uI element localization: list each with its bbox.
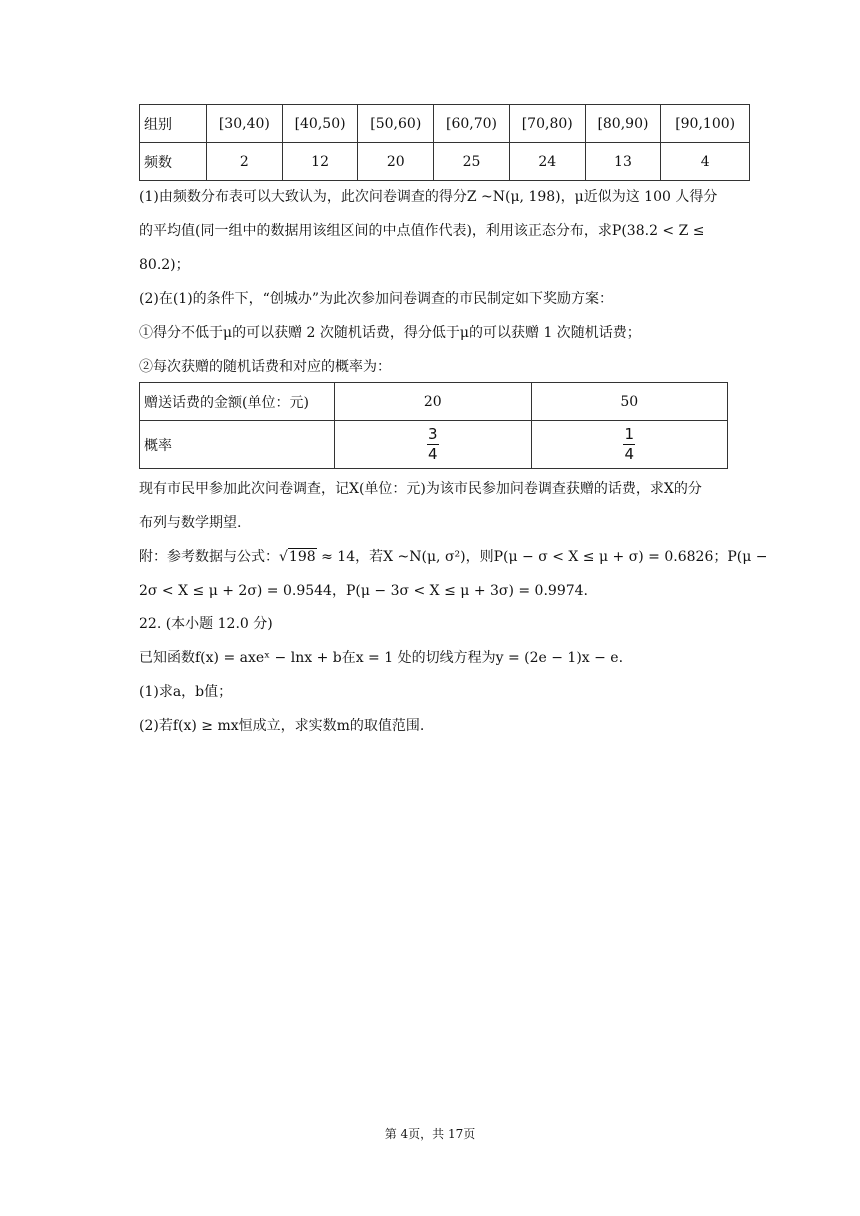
count-cell: 13 xyxy=(585,143,661,181)
interval-cell: [40,50) xyxy=(282,105,358,143)
count-cell: 2 xyxy=(207,143,283,181)
count-label: 频数 xyxy=(140,143,207,181)
count-cell: 12 xyxy=(282,143,358,181)
paragraph-line: 布列与数学期望. xyxy=(139,515,242,531)
table-row xyxy=(140,383,728,421)
prize-table xyxy=(139,382,728,469)
table-row xyxy=(140,105,750,143)
denominator: 4 xyxy=(427,445,438,463)
paragraph-line: ②每次获赠的随机话费和对应的概率为： xyxy=(139,359,391,375)
interval-cell: [90,100) xyxy=(661,105,750,143)
amount-label: 赠送话费的金额(单位：元) xyxy=(140,383,335,421)
interval-cell: [80,90) xyxy=(585,105,661,143)
group-label: 组别 xyxy=(140,105,207,143)
reference-line: 2σ < X ≤ μ + 2σ) = 0.9544，P(μ − 3σ < X ≤ μ + 3σ) = 0.9974. xyxy=(139,583,588,599)
paragraph-line: (1)由频数分布表可以大致认为，此次问卷调查的得分Z ~N(μ, 198)，μ近似为这 100 人得分 xyxy=(139,189,718,205)
count-cell: 24 xyxy=(509,143,585,181)
denominator: 4 xyxy=(624,445,635,463)
sqrt-value: 198 xyxy=(288,549,316,565)
paragraph-line: ①得分不低于μ的可以获赠 2 次随机话费，得分低于μ的可以获赠 1 次随机话费； xyxy=(139,325,641,341)
interval-cell: [60,70) xyxy=(434,105,510,143)
paragraph-line: (1)求a，b值； xyxy=(139,684,233,700)
frequency-table xyxy=(139,104,750,181)
fraction xyxy=(623,427,635,462)
table-row xyxy=(140,421,728,469)
numerator: 1 xyxy=(624,425,635,443)
count-cell: 25 xyxy=(434,143,510,181)
prob-cell xyxy=(335,421,532,469)
paragraph-line: 的平均值(同一组中的数据用该组区间的中点值作代表)，利用该正态分布，求P(38.2 < Z ≤ xyxy=(139,223,705,239)
paragraph-line: (2)若f(x) ≥ mx恒成立，求实数m的取值范围. xyxy=(139,718,425,734)
paragraph-line: 现有市民甲参加此次问卷调查，记X(单位：元)为该市民参加问卷调查获赠的话费，求X的分 xyxy=(139,481,702,497)
amount-cell: 50 xyxy=(531,383,728,421)
amount-cell: 20 xyxy=(335,383,532,421)
fraction xyxy=(427,427,439,462)
interval-cell: [30,40) xyxy=(207,105,283,143)
paragraph-line: 已知函数f(x) = axeˣ − lnx + b在x = 1 处的切线方程为y = (2e − 1)x − e. xyxy=(139,650,624,666)
prob-cell xyxy=(531,421,728,469)
interval-cell: [70,80) xyxy=(509,105,585,143)
interval-cell: [50,60) xyxy=(358,105,434,143)
question-title: 22. (本小题 12.0 分) xyxy=(139,616,273,632)
paragraph-line: (2)在(1)的条件下，“创城办”为此次参加问卷调查的市民制定如下奖励方案： xyxy=(139,291,613,307)
count-cell: 20 xyxy=(358,143,434,181)
count-cell: 4 xyxy=(661,143,750,181)
numerator: 3 xyxy=(427,425,438,443)
prob-label: 概率 xyxy=(140,421,335,469)
page-footer: 第 4页，共 17页 xyxy=(384,1127,476,1141)
reference-line: 附：参考数据与公式：√198 ≈ 14，若X ~N(μ, σ²)，则P(μ − σ < X ≤ μ + σ) = 0.6826；P(μ − xyxy=(139,549,768,565)
paragraph-line: 80.2)； xyxy=(139,257,190,273)
table-row xyxy=(140,143,750,181)
